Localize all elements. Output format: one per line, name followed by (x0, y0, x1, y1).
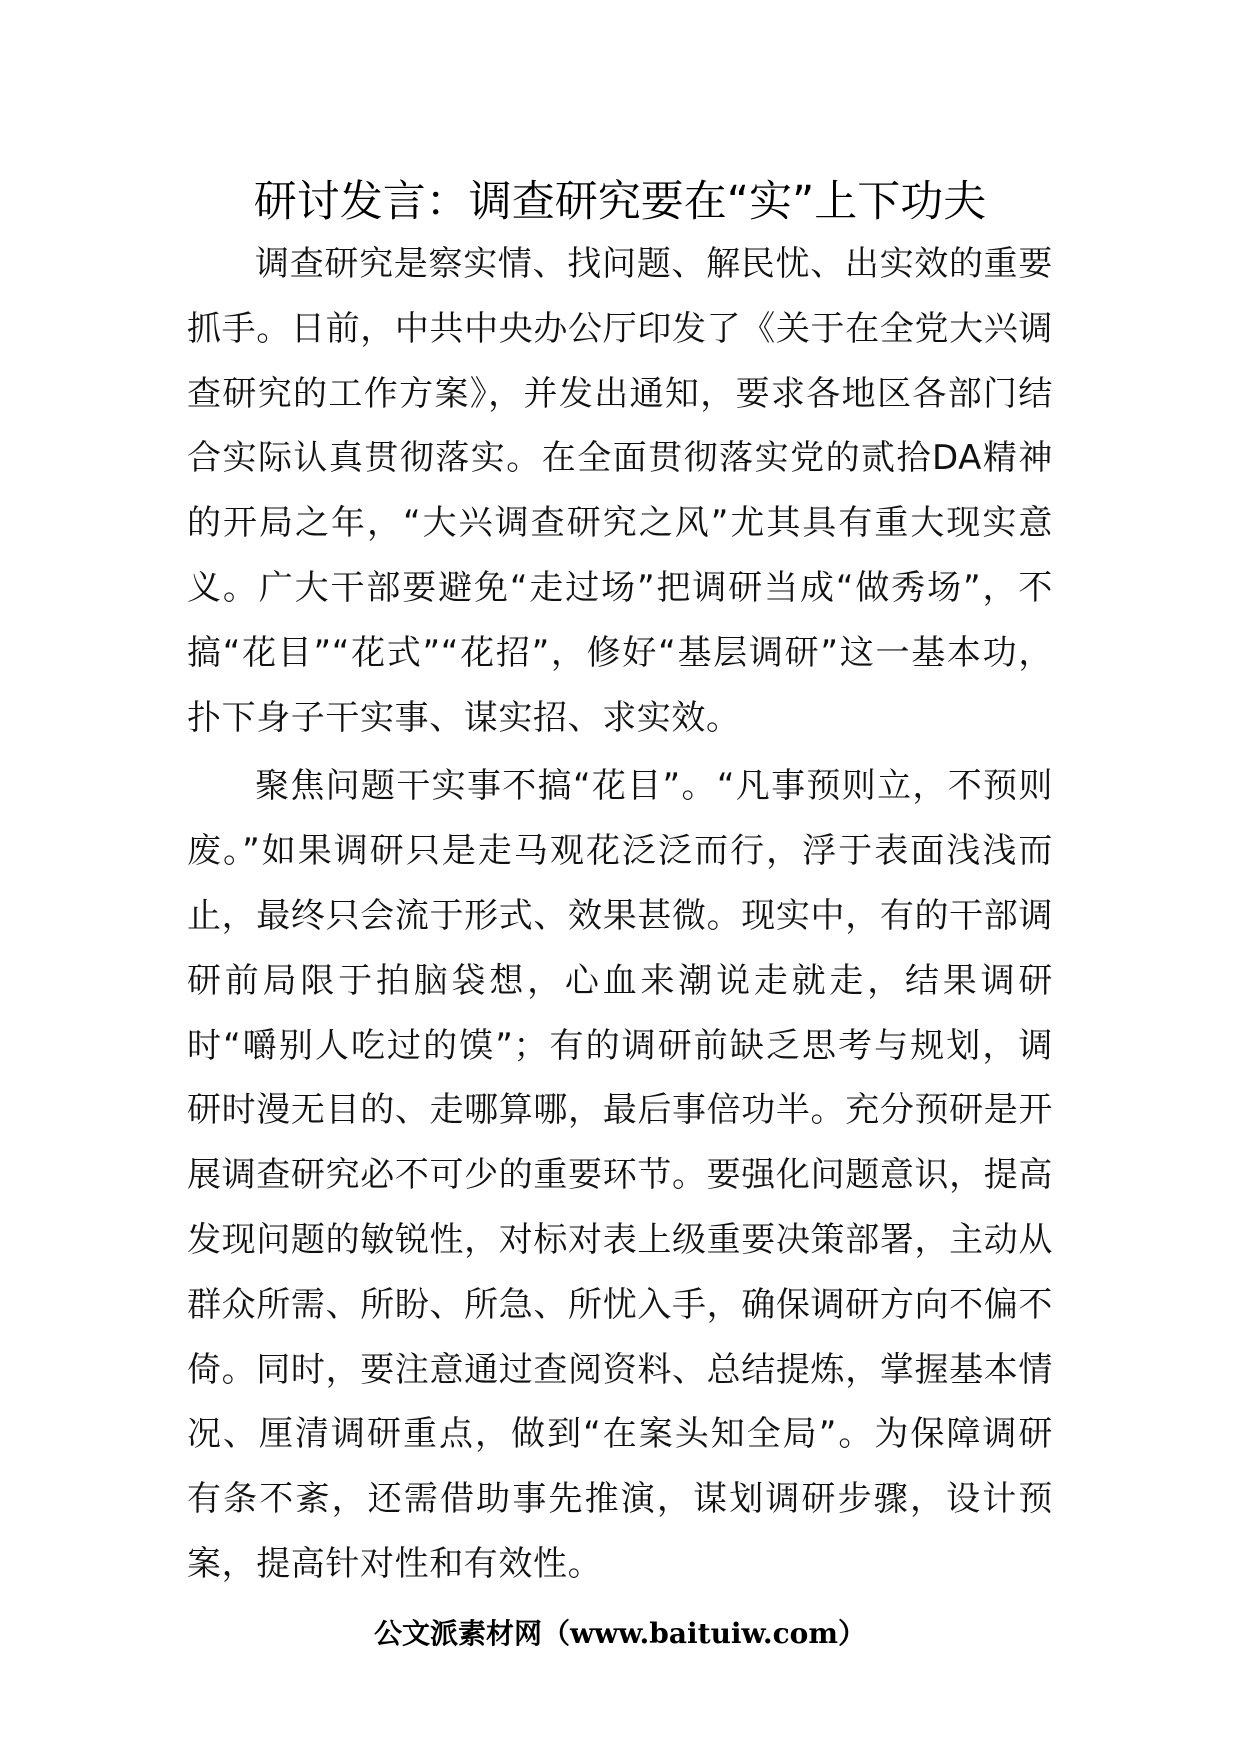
document-body (187, 232, 1053, 1597)
paragraph-2: 聚焦问题干实事不搞“花目”。“凡事预则立，不预则废。”如果调研只是走马观花泛泛而行，浮于表面浅浅而止，最终只会流于形式、效果甚微。现实中，有的干部调研前局限于拍脑袋想，心血来潮说走就走，结果调研时“嚼别人吃过的馍”；有的调研前缺乏思考与规划，调研时漫无目的、走哪算哪，最后事倍功半。充分预研是开展调查研究必不可少的重要环节。要强化问题意识，提高发现问题的敏锐性，对标对表上级重要决策部署，主动从群众所需、所盼、所急、所忧入手，确保调研方向不偏不倚。同时，要注意通过查阅资料、总结提炼，掌握基本情况、厘清调研重点，做到“在案头知全局”。为保障调研有条不紊，还需借助事先推演，谋划调研步骤，设计预案，提高针对性和有效性。 (187, 766, 1053, 1584)
document-title: 研讨发言：调查研究要在“实”上下功夫 (253, 177, 987, 227)
paragraph-1: 调查研究是察实情、找问题、解民忧、出实效的重要抓手。日前，中共中央办公厅印发了《关于在全党大兴调查研究的工作方案》，并发出通知，要求各地区各部门结合实际认真贯彻落实。在全面贯彻落实党的贰拾DA精神的开局之年，“大兴调查研究之风”尤其具有重大现实意义。广大干部要避免“走过场”把调研当成“做秀场”，不搞“花目”“花式”“花招”，修好“基层调研”这一基本功，扑下身子干实事、谋实招、求实效。 (187, 244, 1053, 738)
source-footer: 公文派素材网（www.baituiw.com） (374, 1617, 866, 1650)
